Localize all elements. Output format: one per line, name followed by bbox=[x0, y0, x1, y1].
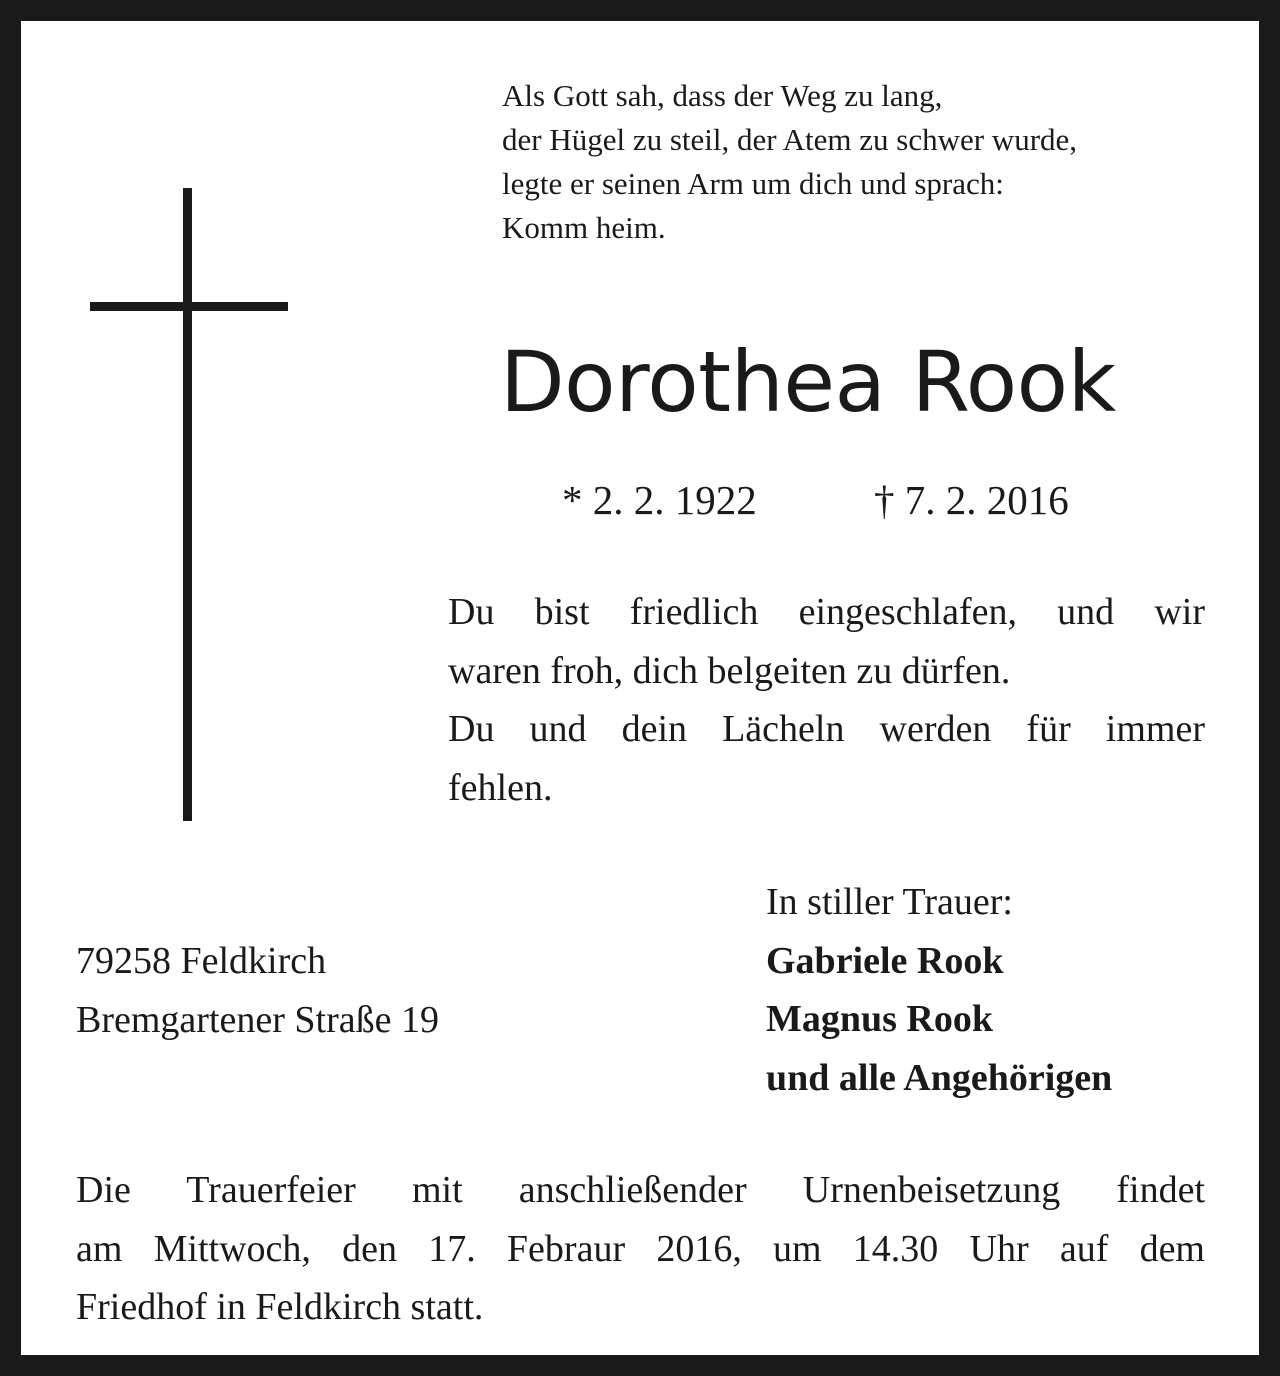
cross-horizontal-bar bbox=[90, 302, 288, 311]
poem-line: legte er seinen Arm um dich und sprach: bbox=[502, 166, 1004, 201]
funeral-line: Die Trauerfeier mit anschließender Urnenbeisetzung findet bbox=[76, 1169, 1205, 1211]
poem-line: der Hügel zu steil, der Atem zu schwer wurde, bbox=[502, 122, 1078, 157]
funeral-info bbox=[76, 1161, 1205, 1337]
birth-date: * 2. 2. 1922 bbox=[562, 477, 757, 523]
poem-line: Als Gott sah, dass der Weg zu lang, bbox=[502, 78, 943, 113]
address-block bbox=[76, 932, 676, 1049]
funeral-line: Friedhof in Feldkirch statt. bbox=[76, 1286, 484, 1328]
cross-vertical-bar bbox=[183, 188, 192, 821]
mourners-block bbox=[766, 873, 1246, 1107]
mourner-name: und alle Angehörigen bbox=[766, 1056, 1113, 1099]
poem bbox=[502, 74, 1242, 250]
poem-line: Komm heim. bbox=[502, 210, 666, 245]
farewell-line: Du bist friedlich eingeschlafen, und wir bbox=[448, 591, 1205, 633]
address-street: Bremgartener Straße 19 bbox=[76, 998, 439, 1041]
address-city: 79258 Feldkirch bbox=[76, 940, 327, 982]
farewell-line: waren froh, dich belgeiten zu dürfen. bbox=[448, 649, 1011, 692]
farewell-line: fehlen. bbox=[448, 766, 553, 809]
deceased-name: Dorothea Rook bbox=[500, 333, 1116, 431]
mourner-name: Gabriele Rook bbox=[766, 939, 1004, 982]
farewell-line: Du und dein Lächeln werden für immer bbox=[448, 708, 1205, 750]
mourners-heading: In stiller Trauer: bbox=[766, 881, 1013, 923]
death-date: † 7. 2. 2016 bbox=[874, 477, 1069, 523]
farewell-text bbox=[448, 583, 1205, 817]
funeral-line: am Mittwoch, den 17. Febraur 2016, um 14.30 Uhr auf dem bbox=[76, 1227, 1205, 1270]
mourner-name: Magnus Rook bbox=[766, 998, 993, 1040]
